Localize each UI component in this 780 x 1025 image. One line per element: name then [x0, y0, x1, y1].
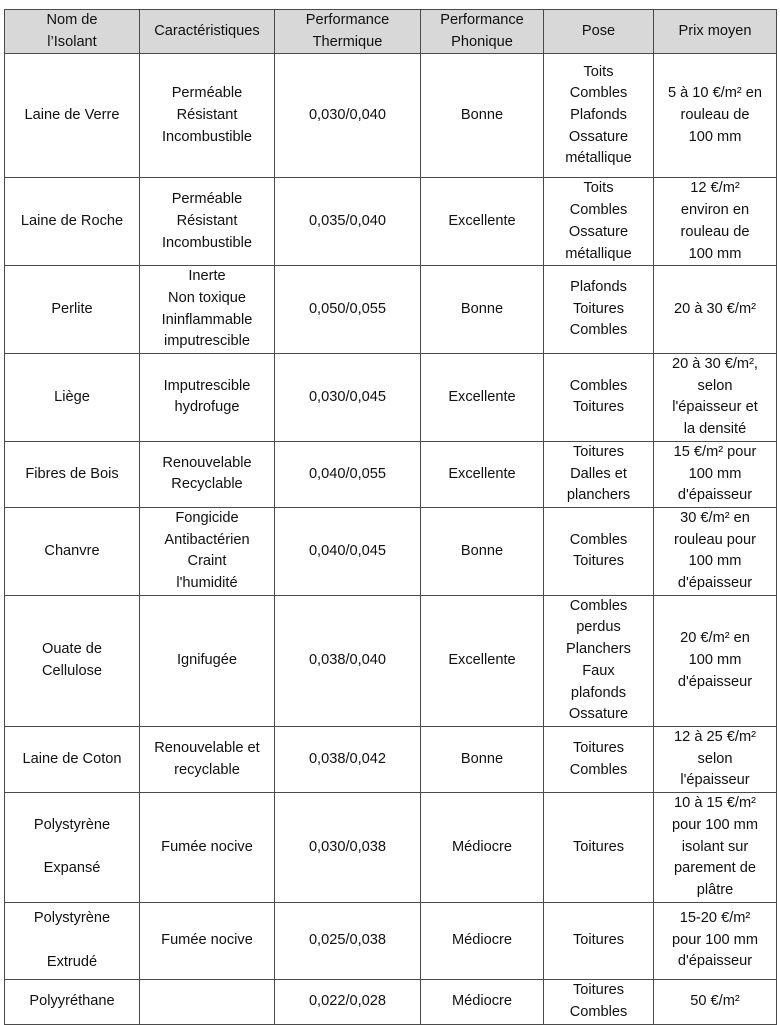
cell-line: Toits: [583, 180, 614, 197]
cell-acoustic-performance: Bonne: [421, 266, 544, 354]
cell-line: 10 à 15 €/m²: [674, 795, 756, 812]
cell-line: 20 €/m² en: [680, 630, 750, 647]
cell-installation: [544, 441, 654, 507]
cell-line: Antibactérien: [164, 531, 250, 548]
cell-line: 15-20 €/m²: [679, 910, 751, 927]
cell-installation: [544, 726, 654, 792]
cell-thermal-performance: 0,038/0,042: [275, 726, 421, 792]
cell-line: Toitures: [572, 838, 625, 855]
cell-line: d'épaisseur: [677, 575, 753, 592]
cell-insulation-name: [5, 595, 140, 726]
cell-line: recyclable: [174, 761, 240, 778]
cell-line: Nom de: [46, 12, 98, 28]
cell-average-price: [654, 902, 777, 979]
cell-average-price: [654, 595, 777, 726]
table-row: [5, 902, 777, 979]
cell-line: Performance: [440, 12, 524, 28]
cell-line: Incombustible: [161, 128, 253, 145]
cell-line: rouleau de: [680, 223, 750, 240]
cell-average-price: [654, 979, 777, 1024]
cell-line: Toitures: [572, 443, 625, 460]
table-row: [5, 354, 777, 442]
cell-acoustic-performance: Excellente: [421, 441, 544, 507]
cell-line: 20 à 30 €/m²: [674, 300, 756, 317]
cell-average-price: [654, 354, 777, 442]
header-installation: [544, 10, 654, 54]
cell-line: plâtre: [696, 881, 734, 898]
cell-line: 15 €/m² pour: [673, 443, 757, 460]
insulation-comparison-table: [4, 9, 777, 1025]
cell-characteristics: [140, 266, 275, 354]
table-row: [5, 54, 777, 178]
cell-acoustic-performance: Excellente: [421, 354, 544, 442]
cell-thermal-performance: 0,050/0,055: [275, 266, 421, 354]
cell-line: l'humidité: [176, 575, 238, 592]
header-average-price: [654, 10, 777, 54]
cell-characteristics: [140, 979, 275, 1024]
cell-line: Toits: [583, 63, 614, 80]
cell-line: Perméable: [171, 191, 243, 208]
cell-line: Fibres de Bois: [25, 465, 119, 482]
cell-line: Faux: [582, 662, 615, 679]
cell-line: Pose: [581, 22, 616, 39]
cell-average-price: [654, 441, 777, 507]
cell-line: pour 100 mm: [672, 816, 758, 833]
cell-installation: [544, 979, 654, 1024]
cell-line: Plafonds: [570, 279, 627, 296]
cell-line: Combles: [569, 85, 628, 102]
table-row: [5, 441, 777, 507]
cell-installation: [544, 354, 654, 442]
cell-line: Combles: [569, 531, 628, 548]
cell-characteristics: [140, 441, 275, 507]
cell-insulation-name: [5, 354, 140, 442]
cell-characteristics: [140, 726, 275, 792]
cell-insulation-name: [5, 726, 140, 792]
cell-line: Ossature: [568, 706, 629, 723]
cell-insulation-name: [5, 266, 140, 354]
cell-thermal-performance: 0,038/0,040: [275, 595, 421, 726]
cell-average-price: [654, 726, 777, 792]
cell-line: isolant sur: [681, 838, 749, 855]
cell-line: pour 100 mm: [672, 931, 758, 948]
cell-acoustic-performance: Médiocre: [421, 902, 544, 979]
cell-line: plafonds: [570, 684, 627, 701]
cell-installation: [544, 902, 654, 979]
cell-line: Extrudé: [46, 953, 98, 970]
cell-thermal-performance: 0,035/0,040: [275, 178, 421, 266]
cell-line: rouleau de: [680, 107, 750, 124]
cell-insulation-name: [5, 979, 140, 1024]
cell-line: Fumée nocive: [161, 931, 253, 948]
cell-acoustic-performance: Médiocre: [421, 793, 544, 903]
header-thermal-performance: [275, 10, 421, 54]
cell-line: Toitures: [572, 739, 625, 756]
cell-insulation-name: [5, 54, 140, 178]
cell-line: Polystyrène: [33, 909, 111, 926]
cell-insulation-name: [5, 902, 140, 979]
header-name: [5, 10, 140, 54]
cell-line: Non toxique: [168, 289, 246, 306]
cell-characteristics: [140, 902, 275, 979]
cell-line: Recyclable: [171, 476, 243, 493]
table-row: [5, 595, 777, 726]
table-body: [5, 54, 777, 1024]
table-row: [5, 507, 777, 595]
cell-line: rouleau pour: [674, 531, 756, 548]
cell-acoustic-performance: Bonne: [421, 726, 544, 792]
cell-insulation-name: [5, 441, 140, 507]
cell-line: Inerte: [188, 268, 226, 285]
cell-average-price: [654, 54, 777, 178]
cell-line: Ossature: [568, 223, 629, 240]
cell-insulation-name: [5, 178, 140, 266]
cell-acoustic-performance: Bonne: [421, 54, 544, 178]
cell-thermal-performance: 0,022/0,028: [275, 979, 421, 1024]
cell-line: Combles: [569, 1003, 628, 1020]
cell-line: parement de: [674, 860, 756, 877]
table-row: [5, 266, 777, 354]
cell-line: Polystyrène: [33, 816, 111, 833]
cell-line: Cellulose: [41, 662, 103, 679]
cell-line: Caractéristiques: [154, 22, 260, 39]
cell-line: Chanvre: [44, 542, 100, 559]
cell-line: perdus: [576, 619, 621, 636]
cell-line: Combles: [569, 202, 628, 219]
cell-line: Ininflammable: [161, 311, 253, 328]
cell-line: 100 mm: [688, 465, 742, 482]
cell-characteristics: [140, 595, 275, 726]
cell-line: 5 à 10 €/m² en: [667, 85, 763, 102]
cell-characteristics: [140, 354, 275, 442]
header-row: [5, 10, 777, 54]
cell-line: Polyyréthane: [29, 992, 115, 1009]
cell-line: 100 mm: [688, 553, 742, 570]
cell-line: Toitures: [572, 931, 625, 948]
cell-average-price: [654, 178, 777, 266]
cell-characteristics: [140, 178, 275, 266]
cell-thermal-performance: 0,040/0,045: [275, 507, 421, 595]
cell-line: Expansé: [43, 860, 101, 877]
cell-acoustic-performance: Excellente: [421, 595, 544, 726]
cell-line: 30 €/m² en: [680, 509, 750, 526]
cell-characteristics: [140, 507, 275, 595]
cell-line: selon: [697, 750, 733, 767]
cell-characteristics: [140, 793, 275, 903]
cell-line: Planchers: [566, 641, 631, 658]
cell-line: Toitures: [572, 399, 625, 416]
cell-insulation-name: [5, 507, 140, 595]
cell-thermal-performance: 0,040/0,055: [275, 441, 421, 507]
cell-line: Phonique: [451, 33, 513, 50]
cell-characteristics: [140, 54, 275, 178]
cell-line: selon: [697, 377, 733, 394]
table-row: [5, 793, 777, 903]
cell-line: Toitures: [572, 300, 625, 317]
cell-line: l'épaisseur et: [672, 399, 758, 416]
cell-thermal-performance: 0,030/0,038: [275, 793, 421, 903]
cell-line: Toitures: [572, 981, 625, 998]
cell-line: métallique: [565, 150, 632, 167]
cell-line: Résistant: [176, 107, 238, 124]
cell-line: imputrescible: [164, 333, 250, 350]
header-characteristics: [140, 10, 275, 54]
cell-line: Dalles et: [570, 465, 627, 482]
cell-line: 100 mm: [688, 652, 742, 669]
cell-installation: [544, 266, 654, 354]
cell-acoustic-performance: Excellente: [421, 178, 544, 266]
table-row: [5, 726, 777, 792]
cell-line: Ouate de: [41, 641, 103, 658]
cell-line: Laine de Verre: [24, 107, 120, 124]
cell-line: la densité: [683, 421, 747, 438]
cell-line: planchers: [566, 487, 631, 504]
cell-line: Laine de Coton: [22, 750, 122, 767]
cell-installation: [544, 793, 654, 903]
cell-average-price: [654, 266, 777, 354]
cell-line: Liège: [54, 388, 90, 405]
cell-installation: [544, 507, 654, 595]
cell-line: 12 à 25 €/m²: [674, 728, 756, 745]
cell-line: Craint: [187, 553, 227, 570]
header-acoustic-performance: [421, 10, 544, 54]
cell-line: Ignifugée: [176, 652, 238, 669]
cell-insulation-name: [5, 793, 140, 903]
table-row: [5, 178, 777, 266]
cell-thermal-performance: 0,030/0,040: [275, 54, 421, 178]
cell-line: Fumée nocive: [161, 838, 253, 855]
cell-line: Incombustible: [161, 234, 253, 251]
cell-line: environ en: [680, 202, 750, 219]
cell-line: Ossature: [568, 128, 629, 145]
cell-line: Perméable: [171, 85, 243, 102]
cell-average-price: [654, 507, 777, 595]
cell-line: Fongicide: [175, 509, 239, 526]
cell-line: Laine de Roche: [20, 212, 124, 229]
line-gap: [9, 836, 135, 858]
cell-line: Combles: [569, 377, 628, 394]
cell-line: d'épaisseur: [677, 673, 753, 690]
cell-installation: [544, 595, 654, 726]
cell-line: Performance: [305, 12, 390, 28]
cell-line: Résistant: [176, 212, 238, 229]
cell-average-price: [654, 793, 777, 903]
table-row: [5, 979, 777, 1024]
cell-installation: [544, 178, 654, 266]
cell-line: hydrofuge: [174, 399, 240, 416]
cell-installation: [544, 54, 654, 178]
cell-line: Toitures: [572, 553, 625, 570]
cell-acoustic-performance: Bonne: [421, 507, 544, 595]
cell-line: 12 €/m²: [690, 180, 740, 197]
cell-line: Prix moyen: [678, 22, 752, 39]
cell-line: Combles: [569, 597, 628, 614]
cell-thermal-performance: 0,025/0,038: [275, 902, 421, 979]
cell-line: Imputrescible: [163, 377, 251, 394]
cell-line: Combles: [569, 322, 628, 339]
cell-line: d'épaisseur: [677, 953, 753, 970]
cell-thermal-performance: 0,030/0,045: [275, 354, 421, 442]
cell-line: Renouvelable et: [154, 739, 260, 756]
cell-line: Thermique: [312, 33, 383, 50]
cell-line: l'épaisseur: [680, 772, 750, 789]
cell-line: Perlite: [51, 300, 93, 317]
cell-line: Combles: [569, 761, 628, 778]
cell-line: métallique: [565, 245, 632, 262]
cell-line: 100 mm: [688, 128, 742, 145]
cell-line: 100 mm: [688, 245, 742, 262]
cell-line: l’Isolant: [47, 33, 97, 50]
cell-line: d'épaisseur: [677, 487, 753, 504]
cell-line: 50 €/m²: [690, 992, 740, 1009]
cell-line: Renouvelable: [162, 454, 252, 471]
cell-line: Plafonds: [570, 107, 627, 124]
cell-line: 20 à 30 €/m²,: [672, 356, 758, 373]
cell-acoustic-performance: Médiocre: [421, 979, 544, 1024]
line-gap: [9, 930, 135, 952]
